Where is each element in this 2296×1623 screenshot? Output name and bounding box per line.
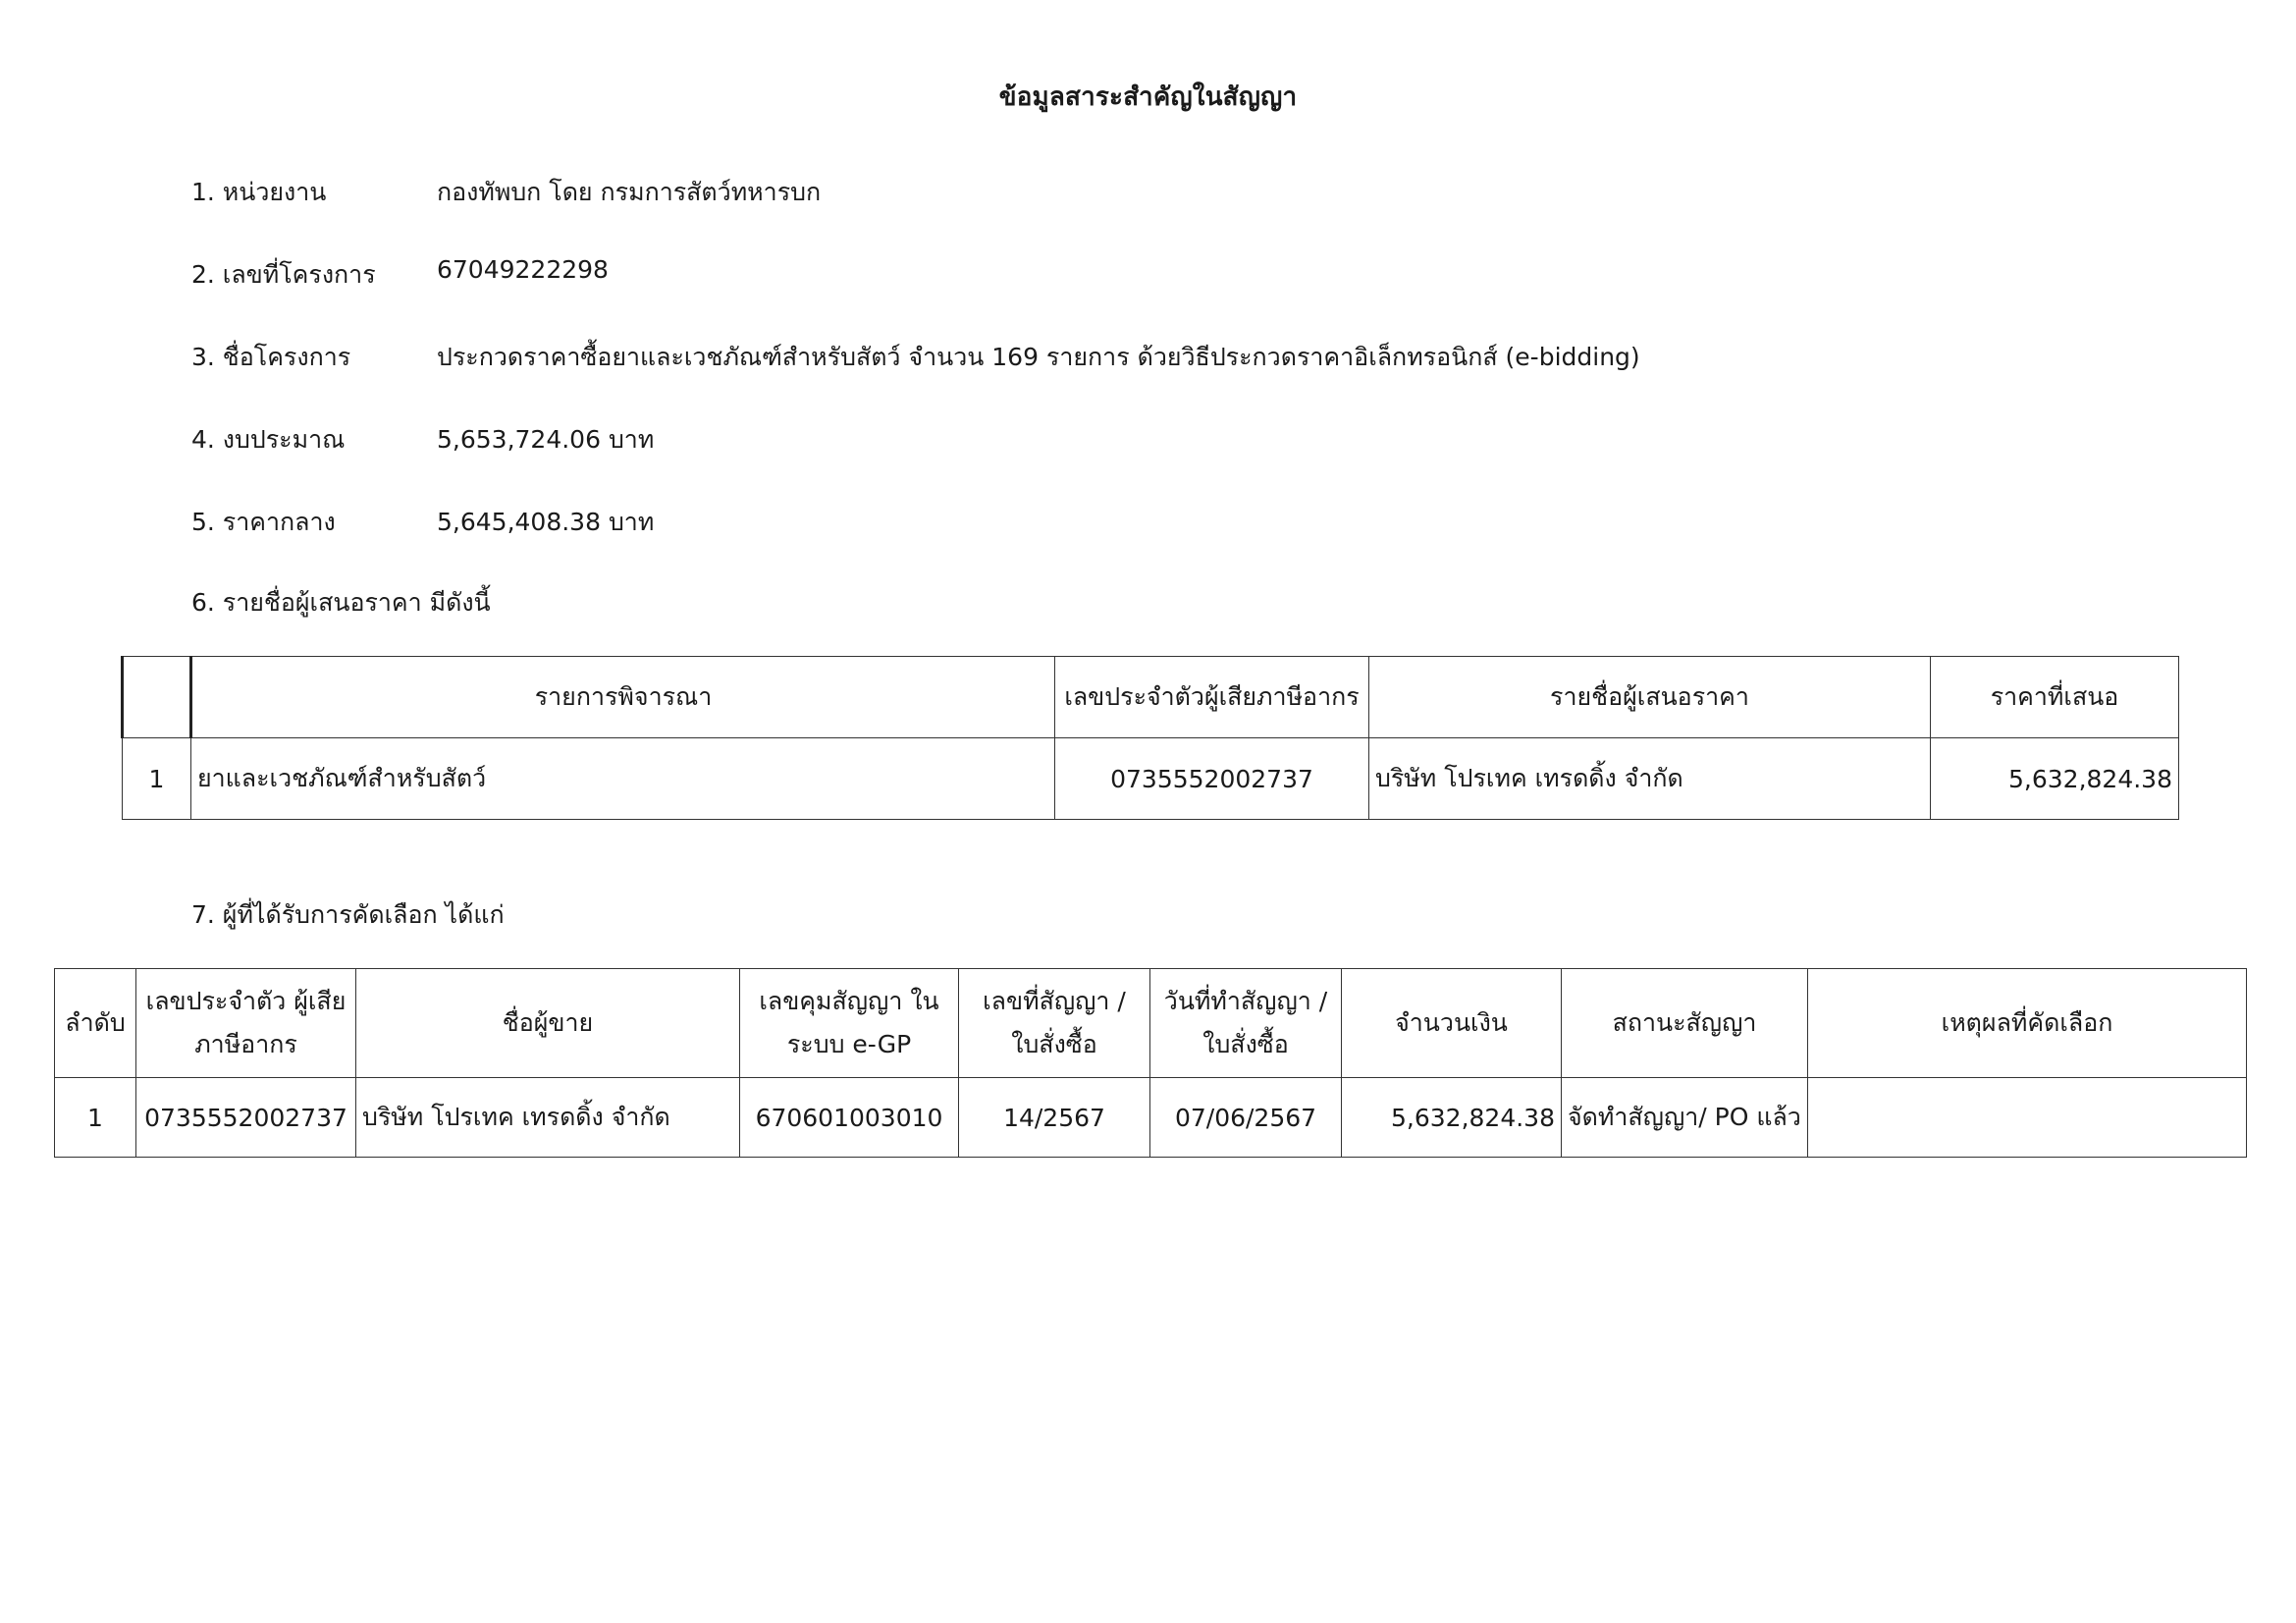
field-label: 5. ราคากลาง <box>191 508 336 536</box>
field-label: 1. หน่วยงาน <box>191 178 327 206</box>
field-value: 5,645,408.38 บาท <box>437 508 655 536</box>
table-header-cell: วันที่ทำสัญญา / ใบสั่งซื้อ <box>1150 969 1342 1078</box>
table-header-row <box>123 657 2179 738</box>
table-header-cell: จำนวนเงิน <box>1342 969 1562 1078</box>
table-cell-seller: บริษัท โปรเทค เทรดดิ้ง จำกัด <box>356 1078 740 1158</box>
table-header-cell: ชื่อผู้ขาย <box>356 969 740 1078</box>
table-cell-number: 1 <box>123 738 191 820</box>
field-value: กองทัพบก โดย กรมการสัตว์ทหารบก <box>437 178 822 206</box>
table-header-cell: รายการพิจารณา <box>191 657 1055 738</box>
table-cell-status: จัดทำสัญญา/ PO แล้ว <box>1562 1078 1808 1158</box>
table-cell-item: ยาและเวชภัณฑ์สำหรับสัตว์ <box>191 738 1055 820</box>
table-row <box>123 738 2179 820</box>
table-cell-bidder: บริษัท โปรเทค เทรดดิ้ง จำกัด <box>1369 738 1931 820</box>
table-cell-amount: 5,632,824.38 <box>1342 1078 1562 1158</box>
table-header-cell: เลขคุมสัญญา ในระบบ e-GP <box>740 969 959 1078</box>
table-header-cell: เลขที่สัญญา / ใบสั่งซื้อ <box>959 969 1150 1078</box>
field-label: 2. เลขที่โครงการ <box>191 260 376 289</box>
field-value: 67049222298 <box>437 255 609 284</box>
table-header-cell: รายชื่อผู้เสนอราคา <box>1369 657 1931 738</box>
table-cell-tax-id: 0735552002737 <box>136 1078 356 1158</box>
table-cell-order: 1 <box>55 1078 136 1158</box>
table-cell-reason <box>1808 1078 2247 1158</box>
field-label: 3. ชื่อโครงการ <box>191 343 351 371</box>
field-value: 5,653,724.06 บาท <box>437 425 655 454</box>
table-header-row <box>55 969 2247 1078</box>
selected-table <box>54 968 2247 1158</box>
table-header-cell: สถานะสัญญา <box>1562 969 1808 1078</box>
table-header-cell: เลขประจำตัวผู้เสียภาษีอากร <box>1055 657 1369 738</box>
table-cell-contract-number: 14/2567 <box>959 1078 1150 1158</box>
table-header-cell <box>123 657 191 738</box>
table-row <box>55 1078 2247 1158</box>
bidders-section-label: 6. รายชื่อผู้เสนอราคา มีดังนี้ <box>191 588 491 617</box>
table-header-cell: เหตุผลที่คัดเลือก <box>1808 969 2247 1078</box>
bidders-table <box>121 656 2179 820</box>
table-cell-egp-number: 670601003010 <box>740 1078 959 1158</box>
field-label: 4. งบประมาณ <box>191 425 346 454</box>
table-header-cell: เลขประจำตัว ผู้เสียภาษีอากร <box>136 969 356 1078</box>
table-header-cell: ราคาที่เสนอ <box>1931 657 2179 738</box>
table-cell-price: 5,632,824.38 <box>1931 738 2179 820</box>
selected-section-label: 7. ผู้ที่ได้รับการคัดเลือก ได้แก่ <box>191 900 505 929</box>
field-value: ประกวดราคาซื้อยาและเวชภัณฑ์สำหรับสัตว์ จำนวน 169 รายการ ด้วยวิธีประกวดราคาอิเล็กทรอนิกส์ (e-bidding) <box>437 343 1640 371</box>
table-header-cell: ลำดับ <box>55 969 136 1078</box>
table-cell-contract-date: 07/06/2567 <box>1150 1078 1342 1158</box>
document-title: ข้อมูลสาระสำคัญในสัญญา <box>998 82 1298 112</box>
table-cell-tax-id: 0735552002737 <box>1055 738 1369 820</box>
